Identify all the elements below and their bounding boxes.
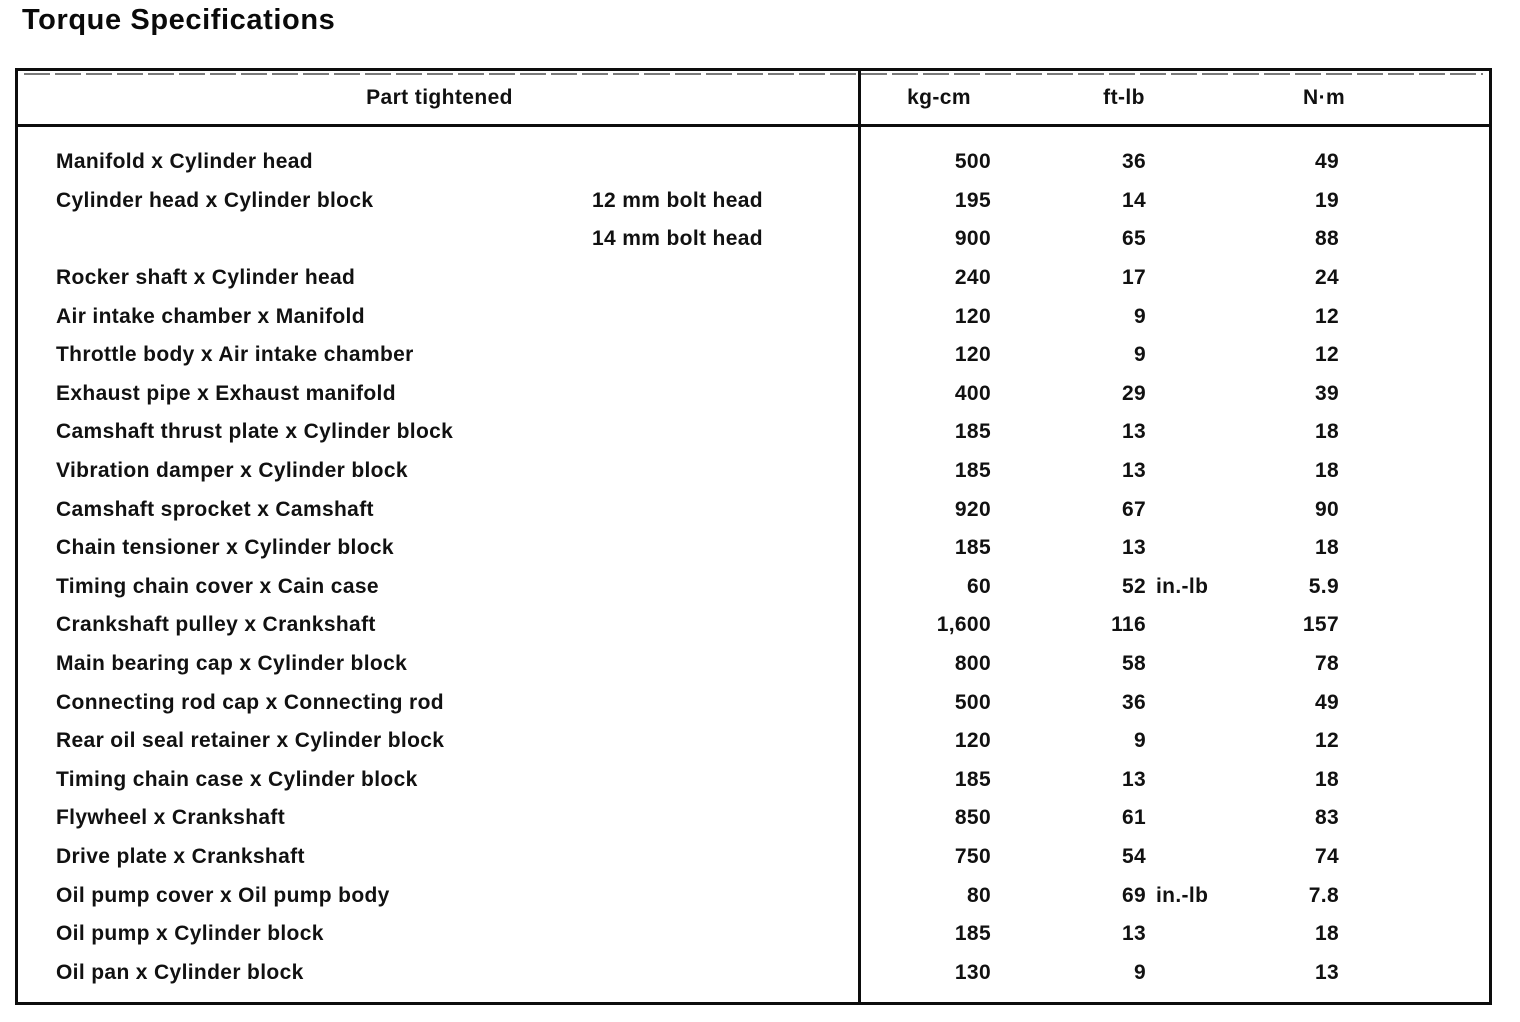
ft-lb-cell: 13 — [1121, 922, 1146, 946]
part-cell: Camshaft sprocket x Camshaft — [56, 497, 374, 521]
kg-cm-cell: 185 — [954, 420, 991, 444]
table-row — [18, 606, 1489, 645]
part-cell: Main bearing cap x Cylinder block — [56, 652, 408, 676]
table-row — [18, 953, 1489, 992]
table-row — [18, 799, 1489, 838]
table-row — [18, 182, 1489, 221]
ft-lb-cell: 9 — [1133, 960, 1146, 984]
table-row — [18, 490, 1489, 529]
ft-lb-cell: 52 in.-lb — [1121, 574, 1209, 598]
ft-lb-cell: 36 — [1121, 690, 1146, 714]
part-cell: Throttle body x Air intake chamber — [56, 343, 414, 367]
table-row — [18, 375, 1489, 414]
part-cell: Timing chain case x Cylinder block — [56, 767, 418, 791]
table-row — [18, 259, 1489, 298]
table-row — [18, 336, 1489, 375]
n-m-cell: 12 — [1314, 729, 1339, 753]
kg-cm-cell: 80 — [966, 883, 991, 907]
n-m-cell: 39 — [1314, 381, 1339, 405]
bolt-size-note-cell: 14 mm bolt head — [592, 227, 763, 251]
part-cell: Camshaft thrust plate x Cylinder block — [56, 420, 454, 444]
kg-cm-cell: 120 — [954, 304, 991, 328]
n-m-cell: 49 — [1314, 150, 1339, 174]
bolt-size-note-cell: 12 mm bolt head — [592, 188, 763, 212]
kg-cm-cell: 500 — [954, 690, 991, 714]
kg-cm-cell: 900 — [954, 227, 991, 251]
kg-cm-cell: 500 — [954, 150, 991, 174]
part-cell: Connecting rod cap x Connecting rod — [56, 690, 444, 714]
kg-cm-cell: 750 — [954, 844, 991, 868]
torque-specifications-table — [15, 68, 1492, 1005]
kg-cm-cell: 185 — [954, 767, 991, 791]
table-row — [18, 220, 1489, 259]
part-cell: Flywheel x Crankshaft — [56, 806, 286, 830]
kg-cm-cell: 185 — [954, 459, 991, 483]
table-row — [18, 297, 1489, 336]
table-row — [18, 722, 1489, 761]
header-n-m: N·m — [1303, 85, 1346, 109]
kg-cm-cell: 185 — [954, 536, 991, 560]
n-m-cell: 24 — [1314, 266, 1339, 290]
ft-lb-cell: 67 — [1121, 497, 1146, 521]
header-ft-lb: ft-lb — [1103, 85, 1145, 109]
part-cell: Crankshaft pulley x Crankshaft — [56, 613, 376, 637]
n-m-cell: 83 — [1314, 806, 1339, 830]
n-m-cell: 5.9 — [1308, 574, 1339, 598]
ft-lb-cell: 14 — [1121, 188, 1146, 212]
column-divider — [858, 71, 861, 1002]
part-cell: Drive plate x Crankshaft — [56, 844, 305, 868]
ft-lb-cell: 13 — [1121, 420, 1146, 444]
n-m-cell: 13 — [1314, 960, 1339, 984]
ft-lb-cell: 9 — [1133, 304, 1146, 328]
table-body — [18, 127, 1489, 992]
ft-lb-cell: 9 — [1133, 729, 1146, 753]
part-cell: Oil pump x Cylinder block — [56, 922, 324, 946]
kg-cm-cell: 130 — [954, 960, 991, 984]
header-kg-cm: kg-cm — [907, 85, 971, 109]
table-row — [18, 413, 1489, 452]
kg-cm-cell: 185 — [954, 922, 991, 946]
table-row — [18, 143, 1489, 182]
part-cell: Exhaust pipe x Exhaust manifold — [56, 381, 396, 405]
n-m-cell: 90 — [1314, 497, 1339, 521]
kg-cm-cell: 800 — [954, 652, 991, 676]
n-m-cell: 19 — [1314, 188, 1339, 212]
ft-lb-cell: 36 — [1121, 150, 1146, 174]
ft-lb-cell: 13 — [1121, 459, 1146, 483]
kg-cm-cell: 850 — [954, 806, 991, 830]
n-m-cell: 157 — [1302, 613, 1339, 637]
n-m-cell: 18 — [1314, 922, 1339, 946]
header-part-tightened: Part tightened — [366, 85, 513, 109]
ft-lb-cell: 9 — [1133, 343, 1146, 367]
part-cell: Rocker shaft x Cylinder head — [56, 266, 356, 290]
table-row — [18, 452, 1489, 491]
kg-cm-cell: 1,600 — [936, 613, 991, 637]
part-cell: Cylinder head x Cylinder block — [56, 188, 374, 212]
n-m-cell: 18 — [1314, 536, 1339, 560]
n-m-cell: 18 — [1314, 767, 1339, 791]
n-m-cell: 12 — [1314, 304, 1339, 328]
ft-lb-cell: 61 — [1121, 806, 1146, 830]
ft-lb-cell: 58 — [1121, 652, 1146, 676]
ft-lb-cell: 13 — [1121, 536, 1146, 560]
n-m-cell: 18 — [1314, 459, 1339, 483]
ft-lb-cell: 69 in.-lb — [1121, 883, 1209, 907]
n-m-cell: 7.8 — [1308, 883, 1339, 907]
n-m-cell: 78 — [1314, 652, 1339, 676]
part-cell: Vibration damper x Cylinder block — [56, 459, 408, 483]
ft-lb-cell: 65 — [1121, 227, 1146, 251]
part-cell: Air intake chamber x Manifold — [56, 304, 365, 328]
kg-cm-cell: 400 — [954, 381, 991, 405]
part-cell: Chain tensioner x Cylinder block — [56, 536, 394, 560]
ft-lb-cell: 54 — [1121, 844, 1146, 868]
n-m-cell: 88 — [1314, 227, 1339, 251]
part-cell: Rear oil seal retainer x Cylinder block — [56, 729, 445, 753]
ft-lb-cell: 116 — [1111, 613, 1146, 637]
kg-cm-cell: 240 — [954, 266, 991, 290]
part-cell: Manifold x Cylinder head — [56, 150, 313, 174]
n-m-cell: 18 — [1314, 420, 1339, 444]
table-header-row — [18, 71, 1489, 127]
table-row — [18, 761, 1489, 800]
table-row — [18, 876, 1489, 915]
ft-lb-cell: 29 — [1121, 381, 1146, 405]
table-row — [18, 838, 1489, 877]
ft-lb-cell: 17 — [1121, 266, 1146, 290]
part-cell: Oil pump cover x Oil pump body — [56, 883, 390, 907]
table-row — [18, 683, 1489, 722]
table-row — [18, 645, 1489, 684]
table-row — [18, 529, 1489, 568]
part-cell: Timing chain cover x Cain case — [56, 574, 379, 598]
n-m-cell: 49 — [1314, 690, 1339, 714]
page-title: Torque Specifications — [22, 4, 336, 36]
kg-cm-cell: 120 — [954, 343, 991, 367]
table-row — [18, 915, 1489, 954]
n-m-cell: 74 — [1314, 844, 1339, 868]
part-cell: Oil pan x Cylinder block — [56, 960, 304, 984]
n-m-cell: 12 — [1314, 343, 1339, 367]
kg-cm-cell: 60 — [966, 574, 991, 598]
table-row — [18, 568, 1489, 607]
kg-cm-cell: 195 — [954, 188, 991, 212]
ft-lb-cell: 13 — [1121, 767, 1146, 791]
kg-cm-cell: 120 — [954, 729, 991, 753]
kg-cm-cell: 920 — [954, 497, 991, 521]
